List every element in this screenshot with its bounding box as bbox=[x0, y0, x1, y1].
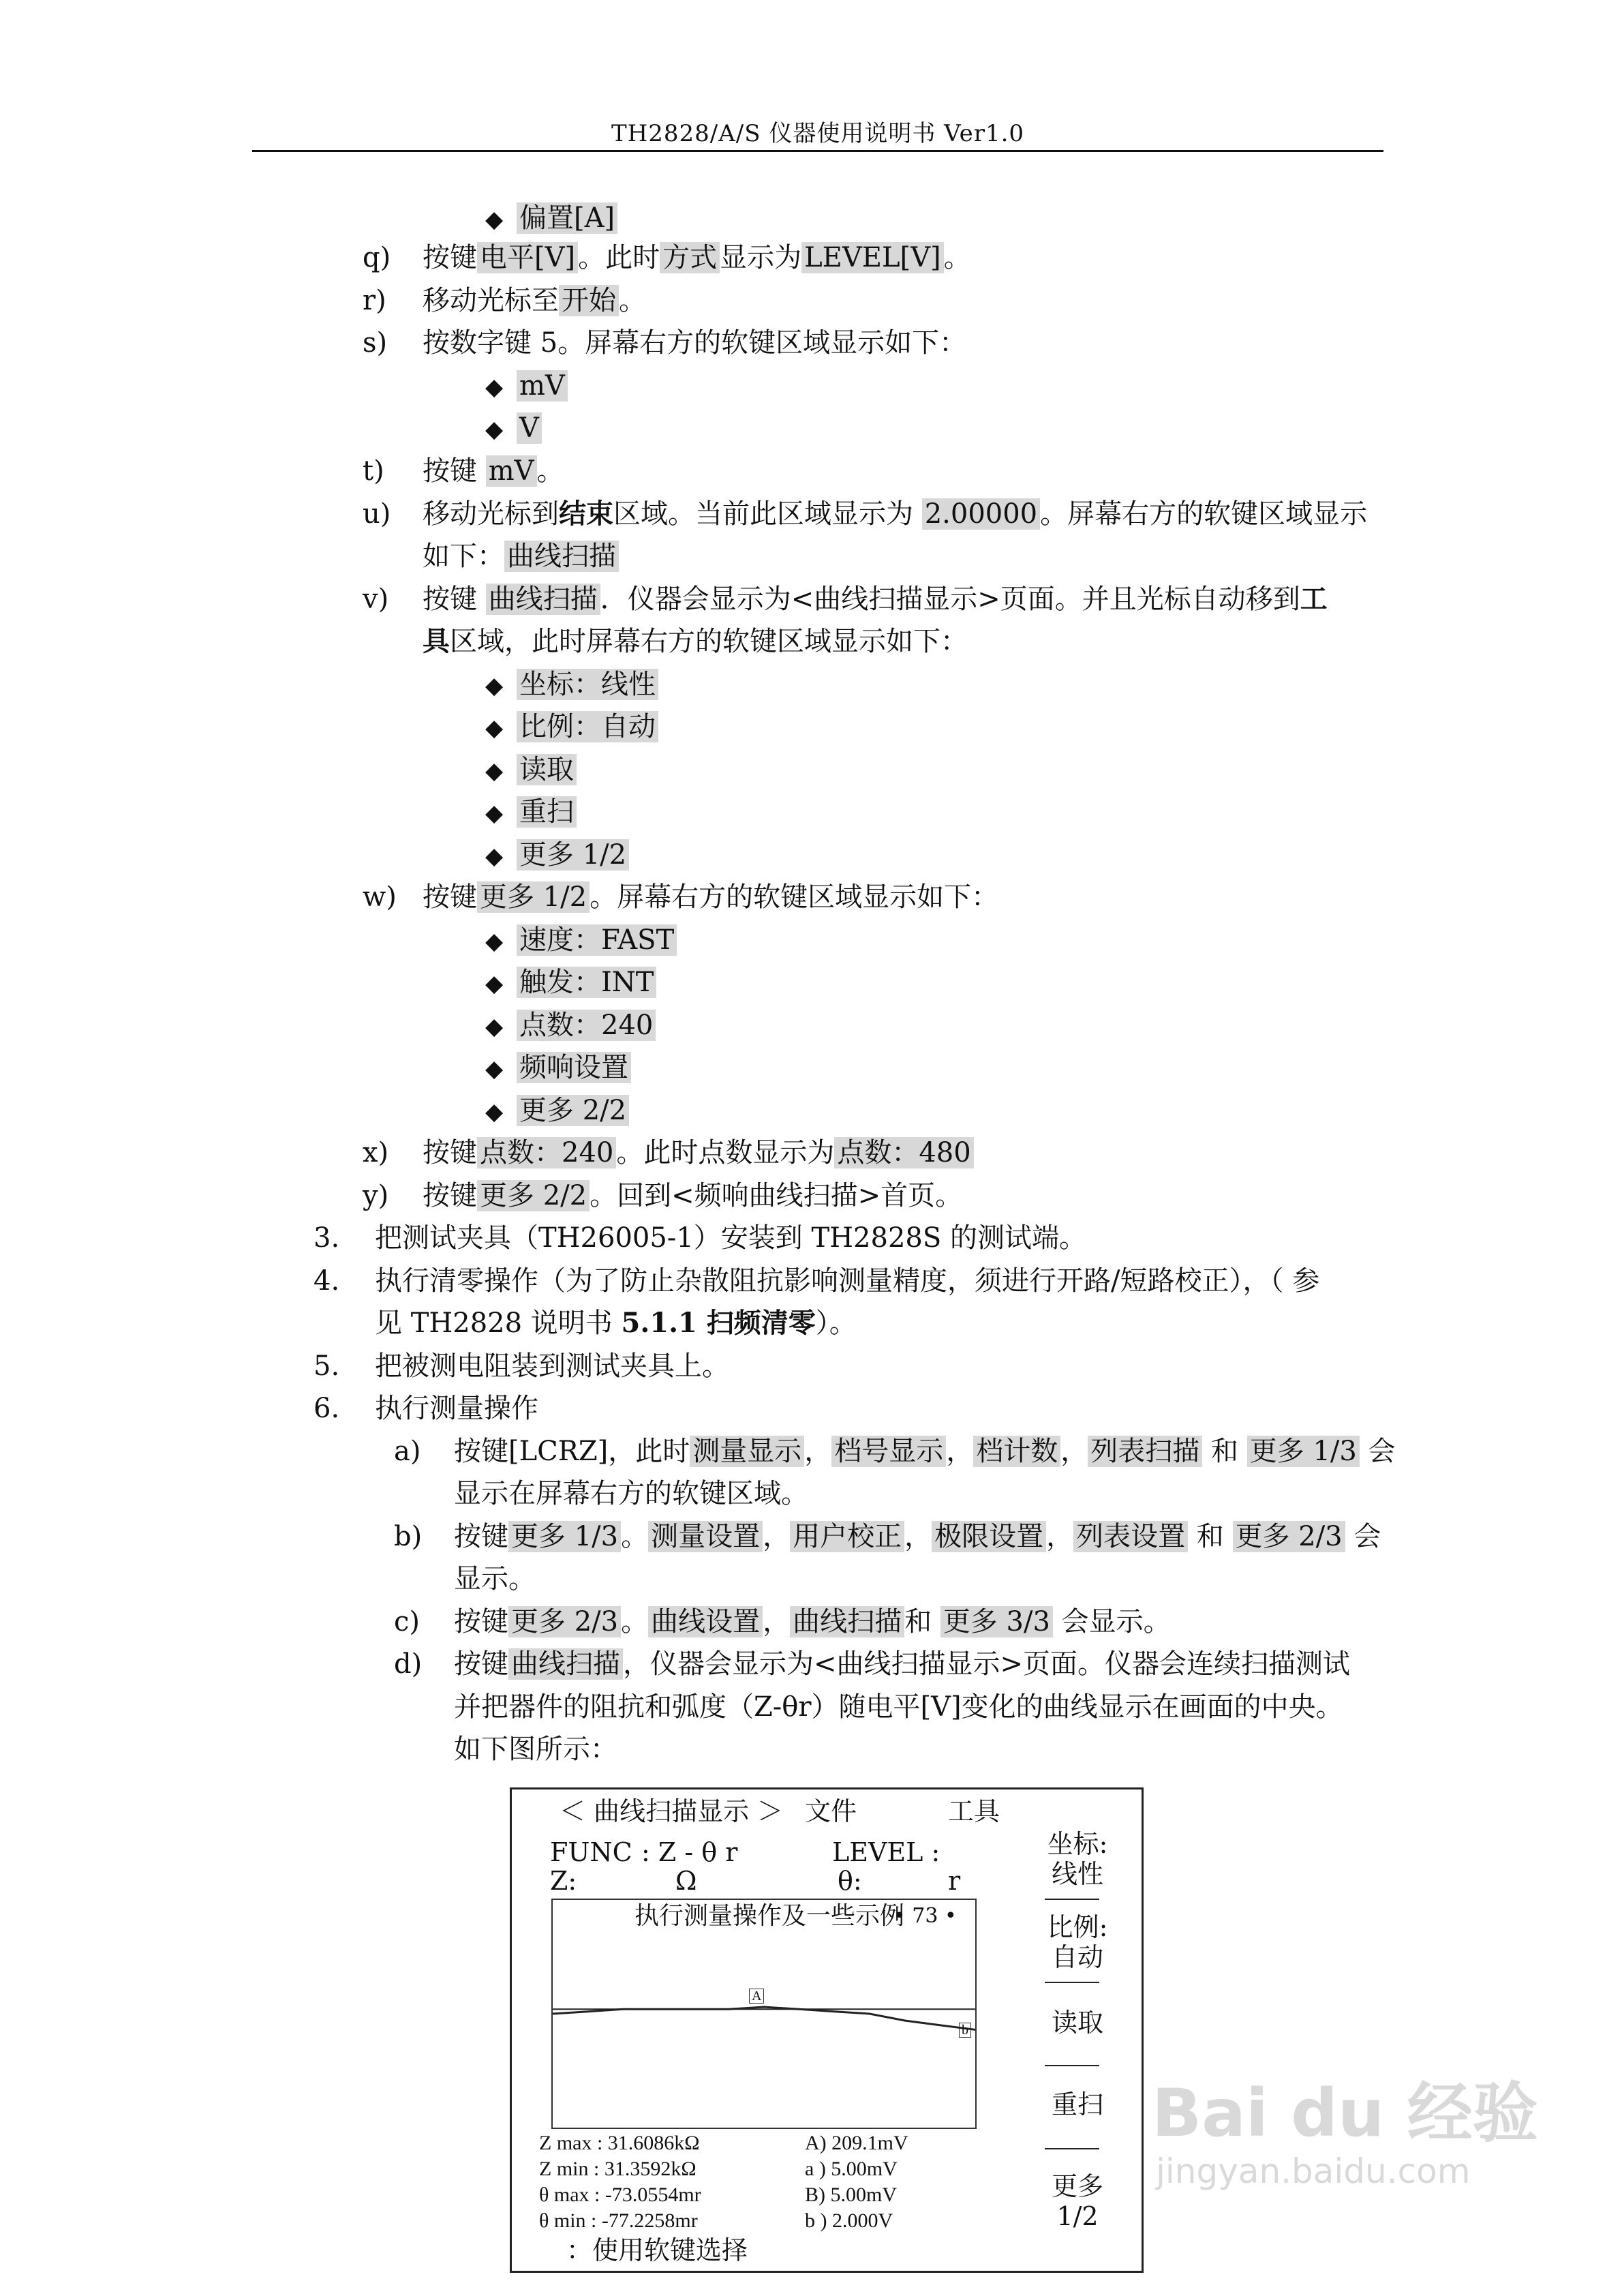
theta-axis-label: θ: bbox=[838, 1866, 862, 1896]
diamond-icon: ◆ bbox=[485, 374, 504, 401]
softkey-scale[interactable]: 比例: 自动 bbox=[1047, 1912, 1108, 1972]
text-segment: 按键 bbox=[423, 881, 477, 913]
text-segment: mV bbox=[486, 455, 537, 487]
text-segment: 显示。 bbox=[454, 1563, 536, 1595]
text-segment: 曲线扫描 bbox=[504, 541, 619, 572]
text-segment: 移动光标至 bbox=[423, 285, 559, 316]
cursor-b-marker: b bbox=[959, 2023, 971, 2038]
text-segment: 按键 bbox=[423, 455, 486, 487]
text-segment: 极限设置 bbox=[932, 1521, 1046, 1552]
bullet-item: ◆ 更多 1/2 bbox=[485, 836, 629, 875]
text-segment: 区域，此时屏幕右方的软键区域显示如下： bbox=[450, 626, 968, 657]
text-segment: 。此时 bbox=[578, 242, 660, 273]
bullet-item: ◆ 频响设置 bbox=[485, 1048, 631, 1088]
text-segment: 显示在屏幕右方的软键区域。 bbox=[454, 1478, 808, 1509]
step-t: t) 按键 mV 。 bbox=[363, 455, 564, 487]
sub-b-cont bbox=[454, 1560, 536, 1598]
text-segment: ， bbox=[946, 1436, 974, 1467]
header-rule bbox=[252, 150, 1383, 152]
stat-theta-min: θ min : -77.2258mr bbox=[539, 2209, 698, 2232]
text-segment: 点数：240 bbox=[477, 1137, 616, 1168]
text-segment: 按键 bbox=[423, 1180, 477, 1211]
text-segment: 会 bbox=[1359, 1436, 1396, 1467]
theta-unit: r bbox=[948, 1866, 961, 1896]
text-segment: 按键 bbox=[423, 242, 477, 273]
text-segment: 显示为 bbox=[720, 242, 802, 273]
text-segment: 按键 bbox=[454, 1648, 508, 1680]
sub-b: b) 按键 更多 1/3 。 测量设置 ， 用户校正 ， 极限设置 ， 列表设置 和 更多 2/3 会 bbox=[394, 1521, 1381, 1552]
text-segment: 会 bbox=[1345, 1521, 1381, 1552]
baidu-watermark bbox=[1152, 2075, 1538, 2195]
page-header: TH2828/A/S 仪器使用说明书 Ver1.0 bbox=[611, 120, 1025, 147]
step-u-cont bbox=[423, 537, 619, 575]
text-segment: 移动光标到 bbox=[423, 498, 559, 530]
watermark-brand: Bai du 经验 bbox=[1152, 2075, 1538, 2151]
func-label: FUNC bbox=[550, 1837, 632, 1867]
numbered-4: 4. 执行清零操作（为了防止杂散阻抗影响测量精度，须进行开路/短路校正），（ 参 bbox=[313, 1265, 1320, 1297]
sub-a: a) 按键[LCRZ]，此时 测量显示 ， 档号显示 ， 档计数 ， 列表扫描 和 更多 1/3 会 bbox=[394, 1436, 1396, 1467]
text-segment: 如下： bbox=[423, 541, 504, 572]
series-line-0 bbox=[553, 2007, 975, 2029]
text-segment: 按键 bbox=[423, 584, 486, 615]
text-segment: 5.1.1 扫频清零 bbox=[621, 1307, 816, 1339]
softkey-read[interactable]: 读取 bbox=[1051, 2008, 1103, 2038]
sub-d-cont2: 如下图所示： bbox=[454, 1734, 617, 1765]
step-s: s) 按数字键 5。屏幕右方的软键区域显示如下： bbox=[363, 327, 967, 359]
text-segment: 方式 bbox=[660, 242, 720, 273]
text-segment: 。 bbox=[621, 1521, 649, 1552]
step-q: q) 按键 电平[V] 。此时 方式 显示为 LEVEL[V] 。 bbox=[363, 242, 971, 273]
text-segment: 工 bbox=[1300, 583, 1328, 615]
diamond-icon: ◆ bbox=[485, 206, 504, 233]
softkey-more[interactable]: 更多 1/2 bbox=[1051, 2171, 1103, 2231]
step-v-cont bbox=[423, 622, 968, 661]
text-segment: 。 bbox=[536, 455, 564, 487]
text-segment: 更多 2/3 bbox=[508, 1606, 621, 1637]
step-w: w) 按键 更多 1/2 。屏幕右方的软键区域显示如下： bbox=[363, 881, 999, 913]
text-segment: 具 bbox=[423, 625, 450, 657]
text-segment: 按键 bbox=[454, 1606, 508, 1637]
text-segment: 列表设置 bbox=[1073, 1521, 1188, 1552]
diamond-icon: ◆ bbox=[485, 1013, 504, 1040]
bullet-item: ◆ 比例：自动 bbox=[485, 708, 658, 747]
numbered-5: 5. 把被测电阻装到测试夹具上。 bbox=[313, 1350, 729, 1382]
text-segment: 测量设置 bbox=[648, 1521, 763, 1552]
step-u: u) 移动光标到结束区域。当前此区域显示为 2.00000 。屏幕右方的软键区域显示 bbox=[363, 498, 1368, 530]
sub-d: d) 按键 曲线扫描 ，仪器会显示为<曲线扫描显示>页面。仪器会连续扫描测试 bbox=[394, 1648, 1351, 1680]
text-segment: ， bbox=[763, 1521, 791, 1552]
sub-d-cont: 并把器件的阻抗和弧度（Z-θr）随电平[V]变化的曲线显示在画面的中央。 bbox=[454, 1691, 1343, 1723]
sub-a-cont bbox=[454, 1475, 808, 1513]
text-segment: 结束 bbox=[559, 498, 613, 530]
numbered-4-cont bbox=[375, 1304, 857, 1342]
bullet-item: ◆ mV bbox=[485, 367, 568, 406]
stat-z-max: Z max : 31.6086kΩ bbox=[539, 2132, 700, 2154]
text-segment: 和 bbox=[1188, 1521, 1233, 1552]
text-segment: 曲线设置 bbox=[648, 1606, 763, 1637]
diamond-icon: ◆ bbox=[485, 1055, 504, 1083]
cursor-B-value: B) 5.00mV bbox=[805, 2184, 897, 2206]
text-segment: 按键[LCRZ]，此时 bbox=[454, 1436, 690, 1467]
bullet-item: ◆ V bbox=[485, 409, 542, 449]
text-segment: 更多 2/2 bbox=[477, 1180, 590, 1211]
menu-file[interactable]: 文件 bbox=[805, 1796, 857, 1826]
bullet-item: ◆ 更多 2/2 bbox=[485, 1091, 629, 1131]
cursor-a-marker: A bbox=[749, 1989, 764, 2004]
diamond-icon: ◆ bbox=[485, 1098, 504, 1126]
text-segment: 按键 bbox=[423, 1137, 477, 1168]
sub-c: c) 按键 更多 2/3 。 曲线设置 ， 曲线扫描 和 更多 3/3 会显示。 bbox=[394, 1606, 1171, 1637]
diamond-icon: ◆ bbox=[485, 714, 504, 742]
text-segment: 按键 bbox=[454, 1521, 508, 1552]
step-x: x) 按键 点数：240 。此时点数显示为 点数：480 bbox=[363, 1134, 974, 1172]
plot-marker: • 73 • bbox=[893, 1904, 957, 1928]
text-segment: ）。 bbox=[815, 1308, 857, 1339]
z-unit: Ω bbox=[675, 1866, 697, 1896]
func-value: : Z - θ r bbox=[641, 1837, 738, 1867]
text-segment: 见 TH2828 说明书 bbox=[375, 1308, 622, 1339]
bullet-item: ◆ 重扫 bbox=[485, 793, 577, 832]
text-segment: 更多 2/3 bbox=[1233, 1521, 1345, 1552]
text-segment: 更多 1/2 bbox=[477, 881, 590, 913]
text-segment: 开始 bbox=[559, 285, 619, 316]
text-segment: 电平[V] bbox=[477, 242, 578, 273]
text-segment: 和 bbox=[904, 1606, 940, 1637]
bullet-item: ◆ 坐标：线性 bbox=[485, 665, 658, 705]
softkey-divider bbox=[1045, 1982, 1099, 1983]
menu-page-title[interactable]: ＜ 曲线扫描显示 ＞ bbox=[560, 1796, 784, 1826]
diamond-icon: ◆ bbox=[485, 970, 504, 997]
softkey-divider bbox=[1045, 1899, 1099, 1900]
text-segment: ， bbox=[904, 1521, 932, 1552]
text-segment: 。 bbox=[621, 1606, 649, 1637]
menu-tools[interactable]: 工具 bbox=[948, 1796, 1000, 1826]
curve-svg bbox=[553, 1900, 975, 2128]
numbered-3: 3. 把测试夹具（TH26005-1）安装到 TH2828S 的测试端。 bbox=[313, 1222, 1086, 1254]
text-segment: ．仪器会显示为<曲线扫描显示>页面。并且光标自动移到 bbox=[600, 584, 1300, 615]
level-label: LEVEL : bbox=[832, 1837, 940, 1867]
watermark-url: jingyan.baidu.com bbox=[1156, 2151, 1471, 2191]
text-segment: 2.00000 bbox=[922, 498, 1040, 530]
text-segment: 。回到<频响曲线扫描>首页。 bbox=[590, 1180, 963, 1211]
text-segment: 曲线扫描 bbox=[790, 1606, 904, 1637]
plot-title: 执行测量操作及一些示例 bbox=[634, 1902, 905, 1930]
text-segment: 测量显示 bbox=[690, 1436, 804, 1467]
bullet-item: ◆ 读取 bbox=[485, 751, 577, 790]
text-segment: 。屏幕右方的软键区域显示 bbox=[1040, 498, 1368, 530]
bullet-item: ◆ 点数：240 bbox=[485, 1006, 656, 1046]
text-segment: 按数字键 5。屏幕右方的软键区域显示如下： bbox=[423, 327, 967, 359]
curve-plot bbox=[551, 1899, 977, 2129]
step-v: v) 按键 曲线扫描 ．仪器会显示为<曲线扫描显示>页面。并且光标自动移到工 bbox=[363, 583, 1328, 615]
diamond-icon: ◆ bbox=[485, 416, 504, 443]
cursor-A-value: A) 209.1mV bbox=[805, 2132, 908, 2154]
softkey-rescan[interactable]: 重扫 bbox=[1051, 2089, 1103, 2119]
text-segment: ， bbox=[1046, 1521, 1074, 1552]
text-segment: 。屏幕右方的软键区域显示如下： bbox=[590, 881, 999, 913]
bullet-item: ◆ 触发：INT bbox=[485, 963, 656, 1003]
diamond-icon: ◆ bbox=[485, 800, 504, 827]
text-segment: 档计数 bbox=[973, 1436, 1060, 1467]
text-segment: ， bbox=[804, 1436, 832, 1467]
bullet-item: ◆ 速度：FAST bbox=[485, 921, 677, 961]
softkey-coordinate[interactable]: 坐标: 线性 bbox=[1047, 1829, 1108, 1889]
diamond-icon: ◆ bbox=[485, 672, 504, 699]
text-segment: ，仪器会显示为<曲线扫描显示>页面。仪器会连续扫描测试 bbox=[623, 1648, 1351, 1680]
status-line: ：使用软键选择 bbox=[566, 2235, 748, 2265]
text-segment: ， bbox=[1060, 1436, 1088, 1467]
stat-theta-max: θ max : -73.0554mr bbox=[539, 2184, 701, 2206]
stat-z-min: Z min : 31.3592kΩ bbox=[539, 2158, 697, 2180]
text-segment: 更多 1/3 bbox=[1247, 1436, 1360, 1467]
text-segment: 。此时点数显示为 bbox=[616, 1137, 835, 1168]
diamond-icon: ◆ bbox=[485, 757, 504, 785]
text-segment: 档号显示 bbox=[831, 1436, 946, 1467]
text-segment: LEVEL[V] bbox=[801, 242, 944, 273]
text-segment: 更多 1/3 bbox=[508, 1521, 621, 1552]
text-segment: 点数：480 bbox=[834, 1137, 973, 1168]
z-axis-label: Z: bbox=[550, 1866, 577, 1896]
text-segment: 曲线扫描 bbox=[486, 584, 600, 615]
cursor-b-value: b ) 2.000V bbox=[805, 2209, 893, 2232]
text-segment: 和 bbox=[1202, 1436, 1247, 1467]
text-segment: 曲线扫描 bbox=[508, 1648, 623, 1680]
numbered-6: 6. 执行测量操作 bbox=[313, 1393, 538, 1424]
instrument-screen bbox=[510, 1787, 1144, 2273]
text-segment: 列表扫描 bbox=[1088, 1436, 1202, 1467]
text-segment: 。 bbox=[943, 242, 971, 273]
text-segment: ， bbox=[763, 1606, 791, 1637]
softkey-divider bbox=[1045, 2148, 1099, 2149]
bullet-item: ◆ 偏置[A] bbox=[485, 199, 617, 239]
text-segment: 会显示。 bbox=[1052, 1606, 1171, 1637]
diamond-icon: ◆ bbox=[485, 928, 504, 955]
text-segment: 用户校正 bbox=[790, 1521, 904, 1552]
step-y: y) 按键 更多 2/2 。回到<频响曲线扫描>首页。 bbox=[363, 1180, 963, 1211]
text-segment: 更多 3/3 bbox=[940, 1606, 1053, 1637]
text-segment: 。 bbox=[619, 285, 646, 316]
cursor-a-value: a ) 5.00mV bbox=[805, 2158, 898, 2180]
softkey-divider bbox=[1045, 2065, 1099, 2066]
step-r: r) 移动光标至 开始 。 bbox=[363, 285, 646, 316]
text-segment: 区域。当前此区域显示为 bbox=[613, 498, 922, 530]
diamond-icon: ◆ bbox=[485, 843, 504, 870]
